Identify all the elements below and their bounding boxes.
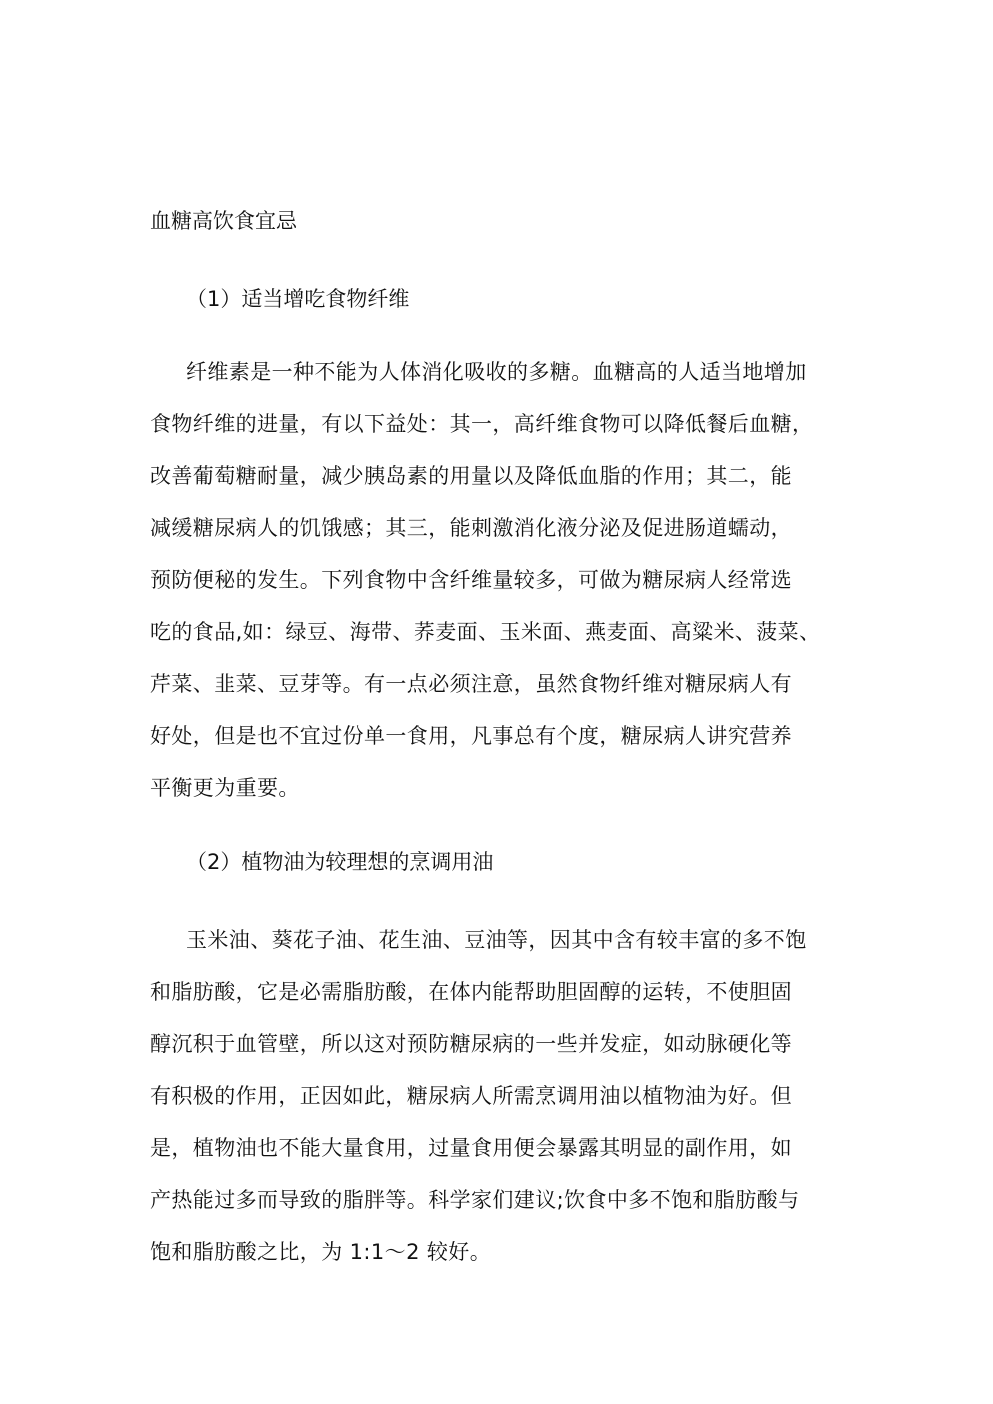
section-2-line: 产热能过多而导致的脂胖等。科学家们建议;饮食中多不饱和脂肪酸与: [150, 1188, 800, 1212]
section-2-line: 有积极的作用，正因如此，糖尿病人所需烹调用油以植物油为好。但: [150, 1084, 792, 1108]
section-1-line: 吃的食品,如：绿豆、海带、荞麦面、玉米面、燕麦面、高粱米、菠菜、: [150, 620, 821, 644]
section-2-line: 和脂肪酸，它是必需脂肪酸，在体内能帮助胆固醇的运转，不使胆固: [150, 980, 792, 1004]
section-1-line: 纤维素是一种不能为人体消化吸收的多糖。血糖高的人适当地增加: [186, 360, 807, 384]
section-1-line: 芹菜、韭菜、豆芽等。有一点必须注意，虽然食物纤维对糖尿病人有: [150, 672, 792, 696]
section-1-line: 减缓糖尿病人的饥饿感；其三，能刺激消化液分泌及促进肠道蠕动，: [150, 516, 792, 540]
section-1-line: 食物纤维的进量，有以下益处：其一，高纤维食物可以降低餐后血糖，: [150, 412, 814, 436]
section-2-line: 醇沉积于血管壁，所以这对预防糖尿病的一些并发症，如动脉硬化等: [150, 1032, 792, 1056]
section-1-line: 好处，但是也不宜过份单一食用，凡事总有个度，糖尿病人讲究营养: [150, 724, 792, 748]
section-1-line: 平衡更为重要。: [150, 776, 300, 800]
section-1-heading: （1）适当增吃食物纤维: [186, 287, 410, 311]
section-2-heading: （2）植物油为较理想的烹调用油: [186, 850, 494, 874]
section-2-line: 饱和脂肪酸之比，为 1:1～2 较好。: [150, 1240, 492, 1264]
section-2-line: 玉米油、葵花子油、花生油、豆油等，因其中含有较丰富的多不饱: [186, 928, 807, 952]
document-title: 血糖高饮食宜忌: [150, 209, 297, 233]
section-2-line: 是，植物油也不能大量食用，过量食用便会暴露其明显的副作用，如: [150, 1136, 792, 1160]
section-1-line: 改善葡萄糖耐量，减少胰岛素的用量以及降低血脂的作用；其二，能: [150, 464, 792, 488]
section-1-line: 预防便秘的发生。下列食物中含纤维量较多，可做为糖尿病人经常选: [150, 568, 792, 592]
